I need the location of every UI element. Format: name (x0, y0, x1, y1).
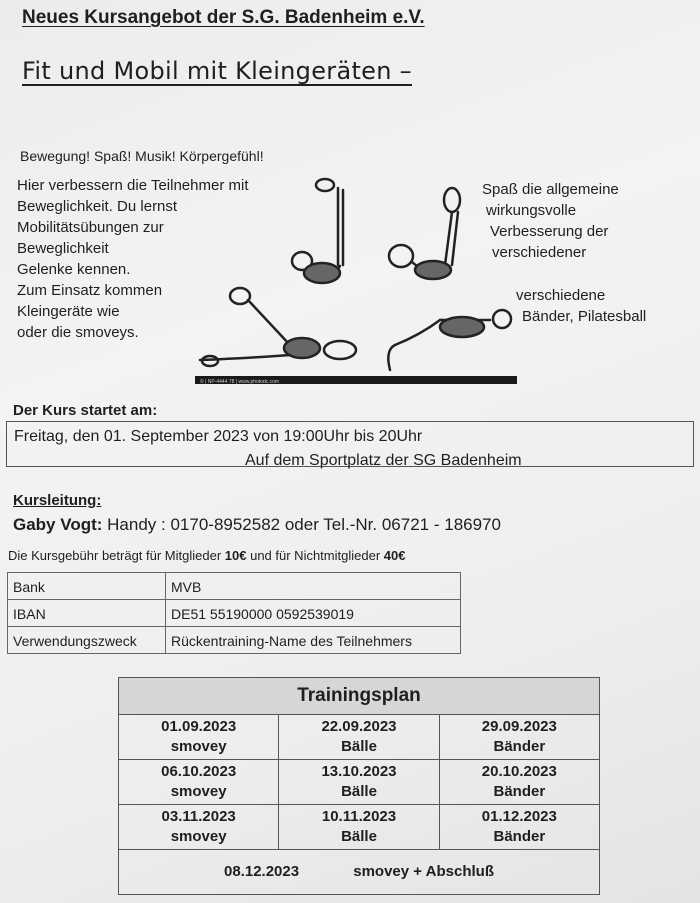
plan-item: Bälle (341, 783, 377, 800)
figure-standing-icon (292, 179, 343, 283)
plan-item: smovey (170, 738, 227, 755)
plan-cell (119, 715, 279, 760)
plan-cell (279, 715, 439, 760)
slogan: Bewegung! Spaß! Musik! Körpergefühl! (20, 148, 264, 164)
plan-date: 29.09.2023 (481, 718, 557, 735)
intro-line: Beweglichkeit (17, 240, 109, 257)
course-title: Fit und Mobil mit Kleingeräten – (22, 57, 412, 85)
leader-heading: Kursleitung: (13, 492, 102, 509)
plan-cell (439, 715, 599, 760)
organization-heading: Neues Kursangebot der S.G. Badenheim e.V. (22, 7, 425, 28)
plan-date: 03.11.2023 (161, 808, 236, 825)
bank-key: Verwendungszweck (8, 627, 166, 654)
intro-line: Verbesserung der (490, 223, 609, 240)
plan-item: smovey (170, 783, 227, 800)
plan-cell (119, 805, 279, 850)
fee-text (8, 548, 405, 563)
plan-date: 20.10.2023 (481, 763, 557, 780)
intro-line: Bänder, Pilatesball (522, 308, 647, 325)
plan-item: Bänder (493, 828, 546, 845)
plan-item: Bänder (493, 738, 546, 755)
table-row (119, 715, 600, 760)
figure-plank-icon (388, 310, 511, 370)
intro-line: Spaß die allgemeine (482, 181, 619, 198)
plan-item: Bälle (341, 828, 377, 845)
training-plan-table (118, 677, 600, 895)
plan-item: Bälle (341, 738, 377, 755)
table-row (119, 805, 600, 850)
intro-line: Mobilitätsübungen zur (17, 219, 164, 236)
nonmember-fee: 40€ (383, 548, 406, 563)
bank-value: Rückentraining-Name des Teilnehmers (166, 627, 461, 654)
course-date-box (6, 421, 694, 467)
table-row (119, 760, 600, 805)
course-date: Freitag, den 01. September 2023 von 19:00Uhr bis 20Uhr (14, 428, 423, 445)
bank-value: MVB (166, 573, 461, 600)
training-plan-title: Trainingsplan (119, 678, 600, 715)
course-location: Auf dem Sportplatz der SG Badenheim (245, 452, 522, 469)
course-start-heading: Der Kurs startet am: (13, 402, 158, 419)
plan-cell (439, 805, 599, 850)
training-plan (118, 677, 600, 895)
intro-line: Hier verbessern die Teilnehmer mit (17, 177, 249, 194)
leader-phone: Handy : 0170-8952582 oder Tel.-Nr. 06721 - 186970 (107, 515, 501, 534)
plan-cell (119, 760, 279, 805)
bank-key: Bank (8, 573, 166, 600)
fee-text-start: Die Kursgebühr beträgt für Mitglieder (8, 548, 225, 563)
intro-line: Kleingeräte wie (17, 303, 120, 320)
plan-final-item: smovey + Abschluß (353, 863, 494, 880)
plan-item: smovey (170, 828, 227, 845)
table-row (8, 627, 461, 654)
plan-cell (279, 760, 439, 805)
intro-line: verschiedener (492, 244, 587, 261)
intro-line: verschiedene (516, 287, 606, 304)
bank-value: DE51 55190000 0592539019 (166, 600, 461, 627)
bank-key: IBAN (8, 600, 166, 627)
table-row (8, 573, 461, 600)
member-fee: 10€ (224, 548, 247, 563)
plan-final (119, 850, 600, 895)
plan-date: 01.09.2023 (161, 718, 237, 735)
intro-line: Beweglichkeit. Du lernst (17, 198, 178, 215)
table-row (8, 600, 461, 627)
intro-line: oder die smoveys. (17, 324, 139, 341)
plan-date: 10.11.2023 (321, 808, 397, 825)
plan-date: 13.10.2023 (321, 763, 397, 780)
plan-cell (439, 760, 599, 805)
leader-contact (13, 515, 501, 535)
intro-line: wirkungsvolle (486, 202, 577, 219)
plan-date: 06.10.2023 (161, 763, 237, 780)
exercise-illustration (190, 170, 520, 390)
figure-lying-icon (200, 288, 356, 366)
table-row (119, 850, 600, 895)
plan-final-date: 08.12.2023 (224, 863, 300, 880)
bank-table (7, 572, 461, 654)
plan-cell (279, 805, 439, 850)
plan-item: Bänder (493, 783, 546, 800)
intro-line: Zum Einsatz kommen (17, 282, 163, 299)
intro-right-text-b (516, 285, 646, 327)
fee-text-mid: und für Nichtmitglieder (246, 548, 384, 563)
plan-date: 22.09.2023 (321, 718, 397, 735)
image-caption: © | NP-4444 78 | www.photodc.com (200, 379, 280, 385)
plan-date: 01.12.2023 (481, 808, 557, 825)
intro-line: Gelenke kennen. (17, 261, 131, 278)
leader-name: Gaby Vogt: (13, 515, 103, 534)
figure-sitting-icon (389, 188, 460, 279)
